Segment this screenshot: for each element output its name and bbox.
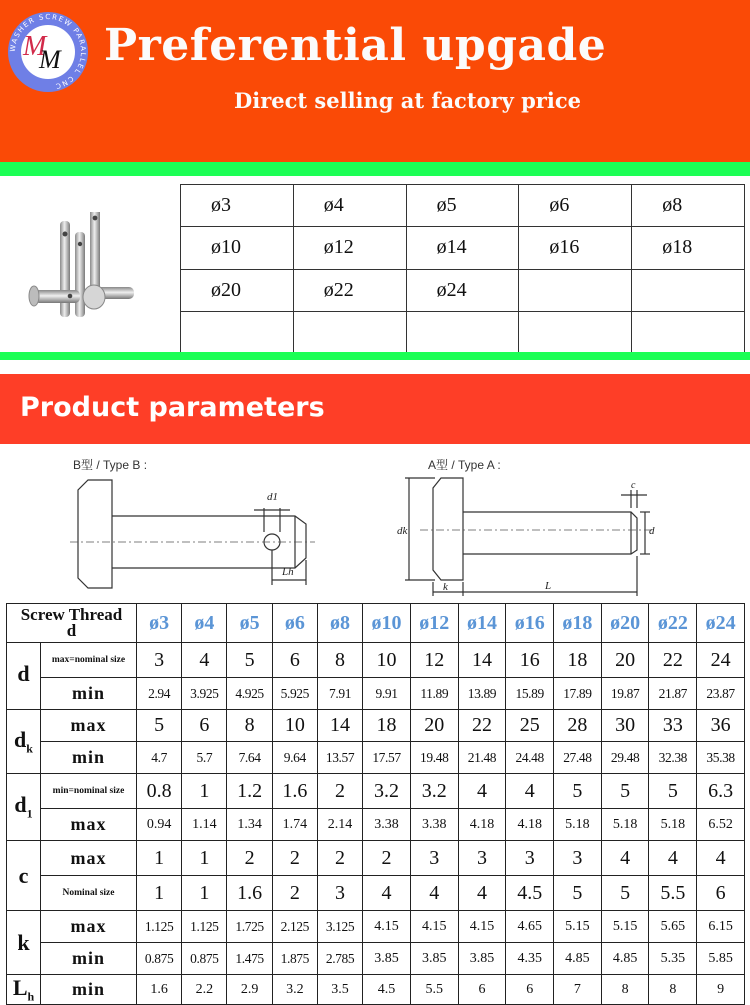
value-cell: 1.2 xyxy=(227,774,272,809)
size-header: ø3 xyxy=(137,604,182,643)
value-cell: 1 xyxy=(182,876,227,911)
value-cell: 6.15 xyxy=(697,911,745,943)
spec-header-row xyxy=(7,604,745,643)
value-cell: 4.925 xyxy=(227,678,272,710)
value-cell: 4.15 xyxy=(410,911,458,943)
value-cell: 3.85 xyxy=(410,943,458,975)
value-cell: 19.48 xyxy=(410,742,458,774)
value-cell: 5.85 xyxy=(697,943,745,975)
value-cell: 29.48 xyxy=(601,742,649,774)
row-label: max xyxy=(41,841,137,876)
value-cell: 9.64 xyxy=(272,742,317,774)
size-header: ø24 xyxy=(697,604,745,643)
row-label: min xyxy=(41,742,137,774)
available-sizes-grid xyxy=(180,184,745,354)
value-cell: 1.875 xyxy=(272,943,317,975)
table-row xyxy=(7,774,745,809)
size-cell: ø3 xyxy=(181,185,294,227)
size-header: ø5 xyxy=(227,604,272,643)
value-cell: 24.48 xyxy=(506,742,554,774)
size-header: ø18 xyxy=(554,604,602,643)
value-cell: 21.87 xyxy=(649,678,697,710)
value-cell: 3 xyxy=(506,841,554,876)
value-cell: 17.57 xyxy=(363,742,411,774)
section-title: Product parameters xyxy=(20,392,325,423)
value-cell: 30 xyxy=(601,710,649,742)
value-cell: 33 xyxy=(649,710,697,742)
value-cell: 5.65 xyxy=(649,911,697,943)
value-cell: 13.89 xyxy=(458,678,506,710)
value-cell: 5 xyxy=(601,774,649,809)
value-cell: 32.38 xyxy=(649,742,697,774)
value-cell: 4.65 xyxy=(506,911,554,943)
size-header: ø6 xyxy=(272,604,317,643)
type-b-label: B型 / Type B : xyxy=(73,458,148,472)
value-cell: 1 xyxy=(137,841,182,876)
value-cell: 5 xyxy=(649,774,697,809)
spec-table xyxy=(6,603,745,1005)
value-cell: 36 xyxy=(697,710,745,742)
top-banner xyxy=(0,0,750,162)
dim-l-label: L xyxy=(545,580,552,592)
size-cell xyxy=(519,311,632,353)
value-cell: 5 xyxy=(227,643,272,678)
value-cell: 2 xyxy=(317,774,362,809)
value-cell: 22 xyxy=(458,710,506,742)
value-cell: 3 xyxy=(317,876,362,911)
value-cell: 6 xyxy=(182,710,227,742)
value-cell: 4.5 xyxy=(363,975,411,1005)
value-cell: 7 xyxy=(554,975,602,1005)
logo-ring-text: WASHER SCREW PARALLEL CNC xyxy=(8,12,88,91)
corner-line1: Screw Thread xyxy=(20,605,123,624)
sizes-row xyxy=(181,185,745,227)
value-cell: 4.18 xyxy=(506,809,554,841)
row-label: max=nominal size xyxy=(41,643,137,678)
size-cell xyxy=(293,311,406,353)
value-cell: 4 xyxy=(363,876,411,911)
value-cell: 1.34 xyxy=(227,809,272,841)
value-cell: 1.74 xyxy=(272,809,317,841)
size-header: ø22 xyxy=(649,604,697,643)
value-cell: 0.875 xyxy=(182,943,227,975)
value-cell: 4 xyxy=(182,643,227,678)
size-cell: ø24 xyxy=(406,269,519,311)
value-cell: 3.85 xyxy=(458,943,506,975)
size-cell: ø8 xyxy=(632,185,745,227)
available-sizes-section xyxy=(0,176,750,352)
dim-d-label: d xyxy=(649,525,655,537)
banner-title: Preferential upgade xyxy=(104,20,607,71)
value-cell: 2.2 xyxy=(182,975,227,1005)
value-cell: 15.89 xyxy=(506,678,554,710)
value-cell: 5.15 xyxy=(601,911,649,943)
value-cell: 3.2 xyxy=(363,774,411,809)
value-cell: 6 xyxy=(506,975,554,1005)
value-cell: 4.7 xyxy=(137,742,182,774)
value-cell: 2.785 xyxy=(317,943,362,975)
value-cell: 4.18 xyxy=(458,809,506,841)
table-row xyxy=(7,742,745,774)
value-cell: 0.875 xyxy=(137,943,182,975)
value-cell: 2.14 xyxy=(317,809,362,841)
value-cell: 8 xyxy=(601,975,649,1005)
value-cell: 4.15 xyxy=(458,911,506,943)
value-cell: 1.6 xyxy=(272,774,317,809)
value-cell: 8 xyxy=(317,643,362,678)
value-cell: 5 xyxy=(137,710,182,742)
value-cell: 20 xyxy=(410,710,458,742)
type-a-label: A型 / Type A : xyxy=(428,458,501,472)
dim-lh-label: Lh xyxy=(282,566,294,578)
value-cell: 3.38 xyxy=(363,809,411,841)
size-header: ø12 xyxy=(410,604,458,643)
table-row xyxy=(7,710,745,742)
corner-line2: d xyxy=(66,621,77,640)
size-cell: ø20 xyxy=(181,269,294,311)
value-cell: 2 xyxy=(227,841,272,876)
value-cell: 2 xyxy=(272,876,317,911)
value-cell: 2 xyxy=(363,841,411,876)
size-cell: ø14 xyxy=(406,227,519,269)
dim-dk-label: dk xyxy=(397,525,408,537)
table-row xyxy=(7,975,745,1005)
value-cell: 3.85 xyxy=(363,943,411,975)
value-cell: 4.85 xyxy=(554,943,602,975)
value-cell: 14 xyxy=(317,710,362,742)
value-cell: 7.64 xyxy=(227,742,272,774)
value-cell: 4 xyxy=(506,774,554,809)
product-parameters-banner xyxy=(0,374,750,444)
group-label-k: k xyxy=(7,911,41,975)
value-cell: 6 xyxy=(697,876,745,911)
value-cell: 4 xyxy=(649,841,697,876)
size-cell: ø5 xyxy=(406,185,519,227)
size-cell: ø10 xyxy=(181,227,294,269)
value-cell: 1.14 xyxy=(182,809,227,841)
group-label-lh: $L_h$ xyxy=(7,975,41,1005)
value-cell: 1.6 xyxy=(227,876,272,911)
logo-monogram-1: M xyxy=(23,31,47,62)
value-cell: 3 xyxy=(410,841,458,876)
clevis-pins-product-image xyxy=(22,212,142,332)
table-row xyxy=(7,841,745,876)
value-cell: 1.725 xyxy=(227,911,272,943)
value-cell: 4 xyxy=(458,876,506,911)
value-cell: 3.5 xyxy=(317,975,362,1005)
value-cell: 1.125 xyxy=(137,911,182,943)
dim-k-label: k xyxy=(443,581,448,593)
value-cell: 2 xyxy=(272,841,317,876)
value-cell: 2.94 xyxy=(137,678,182,710)
row-label: max xyxy=(41,710,137,742)
size-header: ø8 xyxy=(317,604,362,643)
value-cell: 19.87 xyxy=(601,678,649,710)
type-b-diagram xyxy=(40,450,330,600)
logo-monogram-2: M xyxy=(39,45,61,74)
value-cell: 5 xyxy=(554,774,602,809)
size-cell xyxy=(632,269,745,311)
dim-d1-label: d1 xyxy=(267,491,278,503)
value-cell: 4.15 xyxy=(363,911,411,943)
sizes-row xyxy=(181,311,745,353)
size-cell xyxy=(181,311,294,353)
size-cell: ø16 xyxy=(519,227,632,269)
value-cell: 3.38 xyxy=(410,809,458,841)
value-cell: 4 xyxy=(458,774,506,809)
brand-logo xyxy=(8,12,88,92)
green-divider-bottom xyxy=(0,352,750,360)
value-cell: 6.3 xyxy=(697,774,745,809)
value-cell: 14 xyxy=(458,643,506,678)
value-cell: 3.2 xyxy=(410,774,458,809)
green-divider-top xyxy=(0,162,750,176)
value-cell: 21.48 xyxy=(458,742,506,774)
value-cell: 13.57 xyxy=(317,742,362,774)
value-cell: 24 xyxy=(697,643,745,678)
value-cell: 4 xyxy=(601,841,649,876)
value-cell: 3 xyxy=(554,841,602,876)
value-cell: 5.15 xyxy=(554,911,602,943)
value-cell: 6 xyxy=(272,643,317,678)
value-cell: 4.85 xyxy=(601,943,649,975)
value-cell: 28 xyxy=(554,710,602,742)
value-cell: 5.7 xyxy=(182,742,227,774)
value-cell: 3.2 xyxy=(272,975,317,1005)
value-cell: 8 xyxy=(649,975,697,1005)
size-cell: ø22 xyxy=(293,269,406,311)
value-cell: 2.9 xyxy=(227,975,272,1005)
value-cell: 3.925 xyxy=(182,678,227,710)
value-cell: 0.8 xyxy=(137,774,182,809)
value-cell: 5 xyxy=(554,876,602,911)
value-cell: 2 xyxy=(317,841,362,876)
size-header: ø16 xyxy=(506,604,554,643)
type-b-drawing xyxy=(40,450,330,600)
value-cell: 3.125 xyxy=(317,911,362,943)
value-cell: 5.5 xyxy=(410,975,458,1005)
value-cell: 9 xyxy=(697,975,745,1005)
table-row xyxy=(7,943,745,975)
row-label: max xyxy=(41,911,137,943)
row-label: min xyxy=(41,943,137,975)
type-a-diagram xyxy=(385,450,685,600)
value-cell: 4 xyxy=(410,876,458,911)
table-row xyxy=(7,643,745,678)
table-row xyxy=(7,809,745,841)
value-cell: 1.475 xyxy=(227,943,272,975)
size-header: ø4 xyxy=(182,604,227,643)
value-cell: 1.6 xyxy=(137,975,182,1005)
row-label: min=nominal size xyxy=(41,774,137,809)
size-header: ø20 xyxy=(601,604,649,643)
value-cell: 10 xyxy=(363,643,411,678)
value-cell: 10 xyxy=(272,710,317,742)
size-cell: ø4 xyxy=(293,185,406,227)
value-cell: 0.94 xyxy=(137,809,182,841)
banner-subtitle: Direct selling at factory price xyxy=(234,88,581,113)
row-label: Nominal size xyxy=(41,876,137,911)
size-cell xyxy=(632,311,745,353)
value-cell: 12 xyxy=(410,643,458,678)
value-cell: 7.91 xyxy=(317,678,362,710)
value-cell: 5.5 xyxy=(649,876,697,911)
value-cell: 16 xyxy=(506,643,554,678)
value-cell: 5.18 xyxy=(601,809,649,841)
value-cell: 6.52 xyxy=(697,809,745,841)
table-row xyxy=(7,678,745,710)
row-label: min xyxy=(41,975,137,1005)
value-cell: 11.89 xyxy=(410,678,458,710)
value-cell: 22 xyxy=(649,643,697,678)
table-row xyxy=(7,876,745,911)
value-cell: 27.48 xyxy=(554,742,602,774)
sizes-row xyxy=(181,227,745,269)
value-cell: 4.35 xyxy=(506,943,554,975)
size-cell: ø6 xyxy=(519,185,632,227)
value-cell: 2.125 xyxy=(272,911,317,943)
value-cell: 3 xyxy=(137,643,182,678)
dim-c-label: c xyxy=(631,480,636,491)
value-cell: 18 xyxy=(554,643,602,678)
value-cell: 3 xyxy=(458,841,506,876)
value-cell: 1 xyxy=(182,774,227,809)
value-cell: 18 xyxy=(363,710,411,742)
value-cell: 5.18 xyxy=(554,809,602,841)
group-label-d: d xyxy=(7,643,41,710)
value-cell: 4.5 xyxy=(506,876,554,911)
logo-center xyxy=(21,25,75,79)
type-a-drawing xyxy=(385,450,685,600)
row-label: max xyxy=(41,809,137,841)
value-cell: 5.18 xyxy=(649,809,697,841)
sizes-row xyxy=(181,269,745,311)
size-cell xyxy=(406,311,519,353)
size-cell xyxy=(519,269,632,311)
spec-corner-header xyxy=(7,604,137,643)
value-cell: 9.91 xyxy=(363,678,411,710)
value-cell: 1 xyxy=(137,876,182,911)
value-cell: 5.925 xyxy=(272,678,317,710)
value-cell: 23.87 xyxy=(697,678,745,710)
size-cell: ø12 xyxy=(293,227,406,269)
value-cell: 20 xyxy=(601,643,649,678)
value-cell: 1.125 xyxy=(182,911,227,943)
value-cell: 8 xyxy=(227,710,272,742)
group-label-dk: $d_k$ xyxy=(7,710,41,774)
value-cell: 25 xyxy=(506,710,554,742)
value-cell: 5.35 xyxy=(649,943,697,975)
row-label: min xyxy=(41,678,137,710)
value-cell: 4 xyxy=(697,841,745,876)
value-cell: 1 xyxy=(182,841,227,876)
value-cell: 35.38 xyxy=(697,742,745,774)
size-cell: ø18 xyxy=(632,227,745,269)
group-label-d1: $d_1$ xyxy=(7,774,41,841)
size-header: ø14 xyxy=(458,604,506,643)
value-cell: 17.89 xyxy=(554,678,602,710)
table-row xyxy=(7,911,745,943)
value-cell: 5 xyxy=(601,876,649,911)
value-cell: 6 xyxy=(458,975,506,1005)
size-header: ø10 xyxy=(363,604,411,643)
group-label-c: c xyxy=(7,841,41,911)
